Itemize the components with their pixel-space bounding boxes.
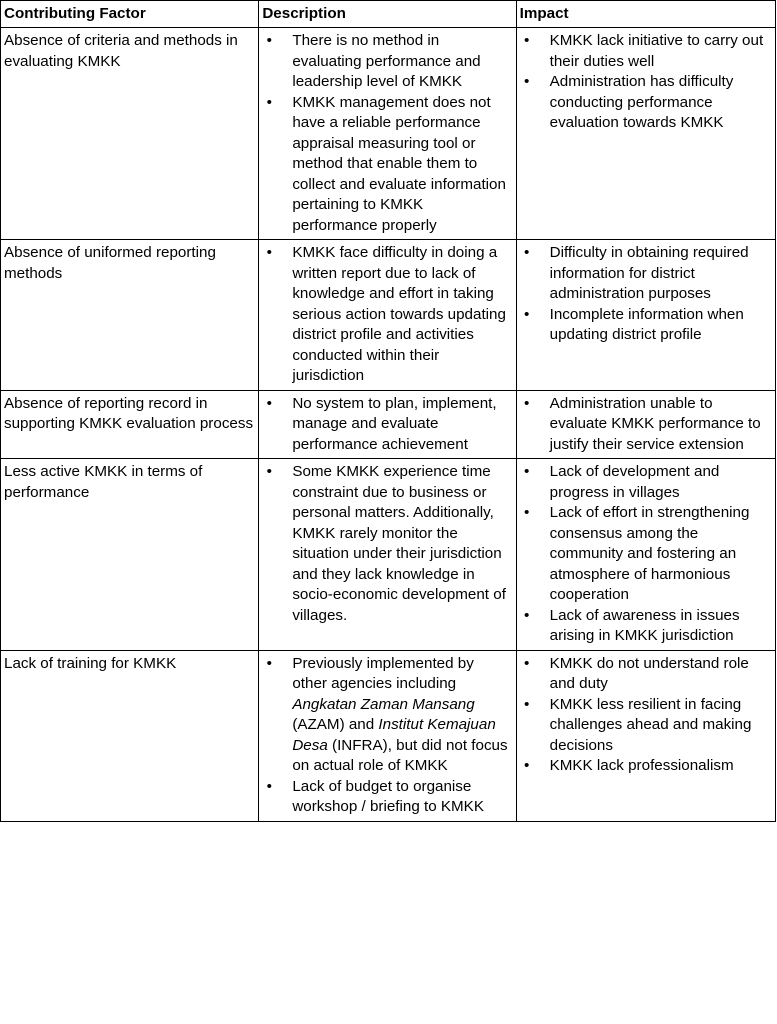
text-segment: Some KMKK experience time constraint due to business or personal matters. Additionally, KMKK rarely monitor the situation under their jurisdiction and they lack knowledge in socio-economic development of villages. bbox=[292, 463, 506, 624]
text-segment: Administration has difficulty conducting performance evaluation towards KMKK bbox=[549, 73, 734, 131]
italic-text-segment: Institut Kemajuan Desa bbox=[292, 716, 496, 754]
impact-cell bbox=[516, 28, 775, 240]
text-segment: Difficulty in obtaining required information for district administration purposes bbox=[549, 244, 749, 302]
impact-bullet-item bbox=[545, 462, 772, 503]
description-bullet-item bbox=[287, 93, 512, 237]
table-row bbox=[1, 650, 776, 821]
impact-bullet-item bbox=[545, 243, 772, 305]
impact-bullet-item bbox=[545, 394, 772, 456]
impact-bullet-item bbox=[545, 695, 772, 757]
description-bullet-item bbox=[287, 654, 512, 777]
impact-cell bbox=[516, 240, 775, 391]
impact-bullet-list bbox=[520, 243, 772, 346]
description-bullet-item bbox=[287, 394, 512, 456]
table-row bbox=[1, 240, 776, 391]
text-segment: Incomplete information when updating district profile bbox=[549, 305, 744, 343]
text-segment: KMKK management does not have a reliable performance appraisal measuring tool or method that enable them to collect and evaluate information pertaining to KMKK performance properly bbox=[292, 93, 506, 234]
contributing-factor-cell: Less active KMKK in terms of performance bbox=[1, 459, 259, 651]
impact-bullet-item bbox=[545, 31, 772, 72]
text-segment: KMKK lack professionalism bbox=[549, 757, 734, 774]
description-bullet-item bbox=[287, 462, 512, 626]
impact-bullet-item bbox=[545, 606, 772, 647]
header-impact: Impact bbox=[516, 1, 775, 28]
impact-bullet-item bbox=[545, 654, 772, 695]
text-segment: Previously implemented by other agencies including bbox=[292, 654, 474, 692]
text-segment: KMKK face difficulty in doing a written report due to lack of knowledge and effort in taking serious action towards updating district profile and activities conducted within their jurisdiction bbox=[292, 244, 506, 384]
text-segment: (AZAM) and bbox=[292, 716, 379, 733]
description-bullet-list bbox=[262, 462, 512, 626]
text-segment: No system to plan, implement, manage and evaluate performance achievement bbox=[292, 394, 497, 453]
table-header-row bbox=[1, 1, 776, 28]
table-body bbox=[1, 28, 776, 822]
table-row bbox=[1, 28, 776, 240]
impact-bullet-list bbox=[520, 31, 772, 134]
impact-bullet-list bbox=[520, 654, 772, 777]
contributing-factor-cell: Lack of training for KMKK bbox=[1, 650, 259, 821]
text-segment: Lack of budget to organise workshop / briefing to KMKK bbox=[292, 777, 484, 815]
description-bullet-item bbox=[287, 31, 512, 93]
text-segment: Lack of awareness in issues arising in KMKK jurisdiction bbox=[549, 606, 740, 644]
text-segment: KMKK less resilient in facing challenges ahead and making decisions bbox=[549, 695, 752, 754]
text-segment: KMKK do not understand role and duty bbox=[549, 654, 749, 692]
text-segment: Lack of effort in strengthening consensus among the community and fostering an atmosphere of harmonious cooperation bbox=[549, 504, 750, 603]
text-segment: Administration unable to evaluate KMKK performance to justify their service extension bbox=[549, 394, 761, 453]
description-cell bbox=[259, 650, 516, 821]
text-segment: Lack of development and progress in villages bbox=[549, 463, 720, 501]
impact-bullet-item bbox=[545, 756, 772, 777]
description-bullet-item bbox=[287, 243, 512, 387]
impact-bullet-item bbox=[545, 503, 772, 606]
description-cell bbox=[259, 240, 516, 391]
text-segment: There is no method in evaluating performance and leadership level of KMKK bbox=[292, 32, 481, 90]
impact-cell bbox=[516, 459, 775, 651]
impact-bullet-item bbox=[545, 305, 772, 346]
description-cell bbox=[259, 390, 516, 459]
contributing-factor-cell: Absence of uniformed reporting methods bbox=[1, 240, 259, 391]
description-cell bbox=[259, 28, 516, 240]
header-contributing-factor: Contributing Factor bbox=[1, 1, 259, 28]
description-bullet-list bbox=[262, 394, 512, 456]
header-description: Description bbox=[259, 1, 516, 28]
table-row bbox=[1, 390, 776, 459]
description-bullet-list bbox=[262, 31, 512, 236]
text-segment: (INFRA), but did not focus on actual role of KMKK bbox=[292, 736, 508, 774]
impact-bullet-list bbox=[520, 462, 772, 647]
impact-cell bbox=[516, 650, 775, 821]
description-bullet-item bbox=[287, 777, 512, 818]
impact-bullet-item bbox=[545, 72, 772, 134]
description-bullet-list bbox=[262, 243, 512, 387]
description-bullet-list bbox=[262, 654, 512, 818]
description-cell bbox=[259, 459, 516, 651]
contributing-factor-cell: Absence of criteria and methods in evaluating KMKK bbox=[1, 28, 259, 240]
impact-cell bbox=[516, 390, 775, 459]
contributing-factor-cell: Absence of reporting record in supporting KMKK evaluation process bbox=[1, 390, 259, 459]
impact-bullet-list bbox=[520, 394, 772, 456]
text-segment: KMKK lack initiative to carry out their duties well bbox=[549, 32, 764, 70]
table-row bbox=[1, 459, 776, 651]
italic-text-segment: Angkatan Zaman Mansang bbox=[292, 695, 475, 713]
